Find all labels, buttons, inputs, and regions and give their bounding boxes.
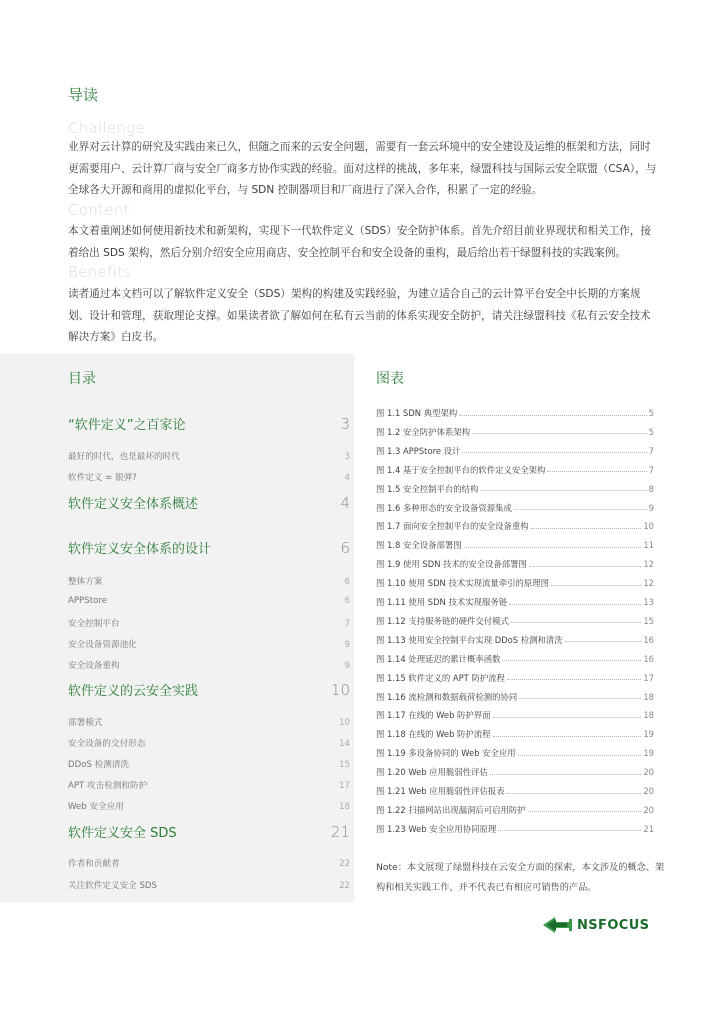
figure-entry-label: 图 1.23 Web 安全应用协同原理	[376, 823, 497, 834]
toc-entry-label: “软件定义”之百家论	[68, 418, 186, 433]
toc-entry-label: 软件定义的云安全实践	[68, 684, 199, 699]
figure-entry-page: 21	[643, 823, 654, 834]
figure-entry-page: 13	[643, 597, 654, 607]
figure-entry[interactable]	[376, 820, 654, 838]
toc-entry-page: 4	[344, 473, 350, 483]
toc-entry-label: 软件定义安全 SDS	[68, 826, 177, 841]
figure-entry[interactable]	[376, 631, 654, 649]
challenge-label: Challenge	[68, 119, 146, 137]
toc-chapter[interactable]	[68, 493, 350, 512]
toc-entry-label: 安全设备的交付形态	[68, 739, 146, 749]
benefits-label: Benefits	[68, 263, 132, 281]
toc-entry-page: 6	[344, 577, 350, 587]
figure-entry-label: 图 1.1 SDN 典型架构	[376, 408, 458, 418]
toc-entry-page: 15	[339, 760, 350, 770]
toc-entry-label: 整体方案	[68, 577, 103, 587]
figure-entry-page: 17	[643, 672, 654, 683]
toc-entry-label: 安全控制平台	[68, 619, 120, 629]
toc-entry[interactable]	[68, 575, 350, 587]
toc-title: 目录	[68, 371, 96, 387]
figure-entry-page: 5	[648, 426, 654, 437]
benefits-text: 读者通过本文档可以了解软件定义安全（SDS）架构的构建及实践经验，为建立适合自己的云计算平台安全中长期的方案规划、设计和管理，获取理论支撑。如果读者欲了解如何在私有云当前的体系实现安全防护，请关注绿盟科技《私有云安全技术解决方案》白皮书。	[68, 288, 651, 343]
dot-leader	[519, 698, 641, 699]
guide-title: 导读	[68, 86, 99, 104]
nsfocus-logo	[543, 914, 655, 936]
toc-entry-page: 6	[344, 596, 350, 606]
toc-entry[interactable]	[68, 879, 350, 891]
toc-entry-label: 关注软件定义安全 SDS	[68, 881, 158, 891]
figure-entry-page: 7	[648, 445, 654, 456]
figure-entry[interactable]	[376, 782, 654, 800]
figure-entry[interactable]	[376, 517, 654, 535]
figure-entry[interactable]	[376, 593, 654, 611]
toc-entry-label: 安全设备重构	[68, 661, 120, 671]
dot-leader	[565, 641, 642, 642]
toc-entry-label: 软件定义安全体系的设计	[68, 542, 212, 557]
toc-entry-page: 17	[339, 781, 350, 791]
dot-leader	[509, 604, 641, 605]
toc-entry-page: 6	[340, 539, 350, 557]
toc-entry-label: 作者和贡献者	[68, 859, 120, 869]
figure-entry-page: 19	[643, 729, 654, 740]
toc-entry-page: 10	[339, 718, 350, 728]
toc-entry[interactable]	[68, 857, 350, 869]
figure-entry-label: 图 1.22 扫描网站出现漏洞后可启用防护	[376, 804, 526, 815]
figure-entry[interactable]	[376, 706, 654, 724]
figure-entry-page: 9	[648, 502, 654, 513]
figure-entry-label: 图 1.6 多种形态的安全设备资源集成	[376, 502, 512, 513]
figure-entry[interactable]	[376, 688, 654, 706]
dot-leader	[528, 811, 642, 812]
toc-entry-page: 7	[344, 619, 350, 629]
figure-entry-page: 16	[643, 653, 654, 664]
figure-entry[interactable]	[376, 499, 654, 517]
figure-entry[interactable]	[376, 536, 654, 554]
figure-entry[interactable]	[376, 612, 654, 630]
figure-entry[interactable]	[376, 442, 654, 460]
challenge-text: 业界对云计算的研究及实践由来已久，但随之而来的云安全问题，需要有一套云环境中的安全建设及运维的框架和方法，同时更需要用户、云计算厂商与安全厂商多方协作实践的经验。面对这样的挑战，多年来，绿盟科技与国际云安全联盟（CSA），与全球各大开源和商用的虚拟化平台，与 SDN 控制器项目和厂商进行了深入合作，积累了一定的经验。	[68, 141, 657, 196]
toc-chapter[interactable]	[68, 538, 350, 557]
figure-entry[interactable]	[376, 744, 654, 762]
toc-chapter[interactable]	[68, 680, 350, 699]
dot-leader	[490, 774, 641, 775]
figure-entry-page: 20	[643, 767, 654, 778]
toc-entry[interactable]	[68, 737, 350, 749]
figure-entry[interactable]	[376, 574, 654, 592]
dot-leader	[459, 415, 646, 416]
nsfocus-logo-icon	[543, 915, 573, 935]
figure-entry-label: 图 1.7 面向安全控制平台的安全设备重构	[376, 521, 529, 532]
toc-entry[interactable]	[68, 716, 350, 728]
content-text: 本文着重阐述如何使用新技术和新架构，实现下一代软件定义（SDS）安全防护体系。首先介绍目前业界现状和相关工作，接着给出 SDS 架构，然后分别介绍安全应用商店、安全控制平台和安全设备的重构，最后给出若干绿盟科技的实践案例。	[68, 225, 652, 259]
figure-entry-label: 图 1.13 使用安全控制平台实现 DDoS 检测和清洗	[376, 634, 563, 645]
toc-entry[interactable]	[68, 596, 350, 606]
figure-entry-label: 图 1.4 基于安全控制平台的软件定义安全架构	[376, 464, 546, 475]
toc-entry[interactable]	[68, 638, 350, 650]
toc-entry[interactable]	[68, 779, 350, 791]
figure-entry-page: 5	[648, 408, 654, 418]
toc-entry-label: APT 攻击检测和防护	[68, 781, 148, 791]
toc-entry-page: 14	[339, 739, 350, 749]
figure-entry-label: 图 1.8 安全设备部署图	[376, 540, 462, 551]
dot-leader	[502, 660, 641, 661]
figure-entry-page: 12	[643, 578, 654, 589]
toc-entry-label: APPStore	[68, 596, 107, 606]
toc-entry-page: 3	[340, 415, 350, 433]
toc-entry-page: 10	[330, 681, 350, 699]
toc-entry[interactable]	[68, 659, 350, 671]
toc-entry-label: 安全设备资源池化	[68, 640, 137, 650]
figure-entry[interactable]	[376, 801, 654, 819]
figure-entry[interactable]	[376, 669, 654, 687]
dot-leader	[551, 585, 641, 586]
dot-leader	[518, 755, 642, 756]
figure-entry-label: 图 1.10 使用 SDN 技术实现流量牵引的原理图	[376, 578, 549, 589]
figure-entry[interactable]	[376, 480, 654, 498]
dot-leader	[472, 433, 647, 434]
toc-entry-label: 软件定义安全体系概述	[68, 497, 199, 512]
figure-entry-label: 图 1.14 处理延迟的累计概率函数	[376, 653, 501, 664]
figure-entry-page: 12	[643, 559, 654, 570]
dot-leader	[514, 509, 647, 510]
toc-entry-page: 3	[344, 452, 350, 462]
figure-entry-page: 20	[643, 786, 654, 796]
dot-leader	[480, 490, 646, 491]
toc-entry-page: 22	[339, 859, 350, 869]
dot-leader	[507, 793, 642, 794]
toc-entry[interactable]	[68, 450, 350, 462]
figure-entry-label: 图 1.20 Web 应用脆弱性评估	[376, 767, 488, 778]
dot-leader	[507, 679, 641, 680]
figure-entry[interactable]	[376, 461, 654, 479]
toc-entry-label: DDoS 检测清洗	[68, 760, 130, 770]
dot-leader	[498, 830, 641, 831]
toc-entry-page: 22	[339, 881, 350, 891]
toc-entry-label: 软件定义 = 银弹?	[68, 473, 137, 483]
dot-leader	[531, 528, 642, 529]
toc-entry-label: 最好的时代，也是最坏的时代	[68, 452, 180, 462]
figure-entry-label: 图 1.5 安全控制平台的结构	[376, 483, 479, 494]
toc-entry[interactable]	[68, 758, 350, 770]
toc-entry-page: 9	[344, 661, 350, 671]
figure-entry-label: 图 1.15 软件定义的 APT 防护流程	[376, 672, 505, 683]
figure-entry-label: 图 1.2 安全防护体系架构	[376, 426, 471, 437]
toc-entry[interactable]	[68, 800, 350, 812]
figure-entry[interactable]	[376, 423, 654, 441]
figure-entry-page: 15	[643, 615, 654, 626]
figure-entry-page: 16	[643, 634, 654, 645]
nsfocus-logo-text: NSFOCUS	[577, 917, 650, 933]
dot-leader	[547, 471, 646, 472]
figure-entry-label: 图 1.11 使用 SDN 技术实现服务链	[376, 597, 508, 607]
toc-entry[interactable]	[68, 471, 350, 483]
figure-entry-label: 图 1.21 Web 应用脆弱性评估报表	[376, 786, 505, 796]
toc-entry-page: 9	[344, 640, 350, 650]
dot-leader	[462, 452, 646, 453]
figure-entry-label: 图 1.12 支持服务链的硬件交付模式	[376, 615, 509, 626]
dot-leader	[493, 717, 642, 718]
note-text: Note：本文展现了绿盟科技在云安全方面的探索，本文涉及的概念、架构和相关实践工作，并不代表已有相应可销售的产品。	[376, 862, 665, 893]
figure-entry[interactable]	[376, 404, 654, 422]
toc-entry-page: 21	[330, 823, 350, 841]
figure-entry-page: 19	[643, 748, 654, 759]
figure-entry-page: 8	[648, 483, 654, 494]
figure-entry-page: 10	[643, 521, 654, 532]
toc-entry-label: Web 安全应用	[68, 802, 124, 812]
figure-entry-label: 图 1.9 使用 SDN 技术的安全设备部署图	[376, 559, 527, 570]
dot-leader	[511, 622, 641, 623]
toc-entry-page: 18	[339, 802, 350, 812]
figure-entry-page: 11	[643, 540, 654, 551]
figures-title: 图表	[376, 371, 404, 387]
toc-chapter[interactable]	[68, 414, 350, 433]
figure-entry[interactable]	[376, 763, 654, 781]
dot-leader	[464, 547, 642, 548]
figure-entry-label: 图 1.17 在线的 Web 防护界面	[376, 710, 491, 721]
figure-entry-label: 图 1.19 多设备协同的 Web 安全应用	[376, 748, 516, 759]
figure-entry-page: 20	[643, 804, 654, 815]
figure-entry[interactable]	[376, 555, 654, 573]
figure-entry-label: 图 1.16 流检测和数据载荷检测的协同	[376, 691, 518, 702]
toc-chapter[interactable]	[68, 822, 350, 841]
figure-entry-page: 7	[648, 464, 654, 475]
figure-entry-label: 图 1.3 APPStore 设计	[376, 445, 461, 456]
figure-entry-label: 图 1.18 在线的 Web 防护流程	[376, 729, 491, 740]
content-label: Content	[68, 201, 130, 219]
toc-entry-label: 部署模式	[68, 718, 103, 728]
figure-entry-page: 18	[643, 710, 654, 721]
dot-leader	[529, 566, 641, 567]
dot-leader	[493, 736, 642, 737]
figure-entry-page: 18	[643, 691, 654, 702]
figure-entry[interactable]	[376, 650, 654, 668]
toc-entry-page: 4	[340, 494, 350, 512]
figure-entry[interactable]	[376, 725, 654, 743]
toc-entry[interactable]	[68, 617, 350, 629]
